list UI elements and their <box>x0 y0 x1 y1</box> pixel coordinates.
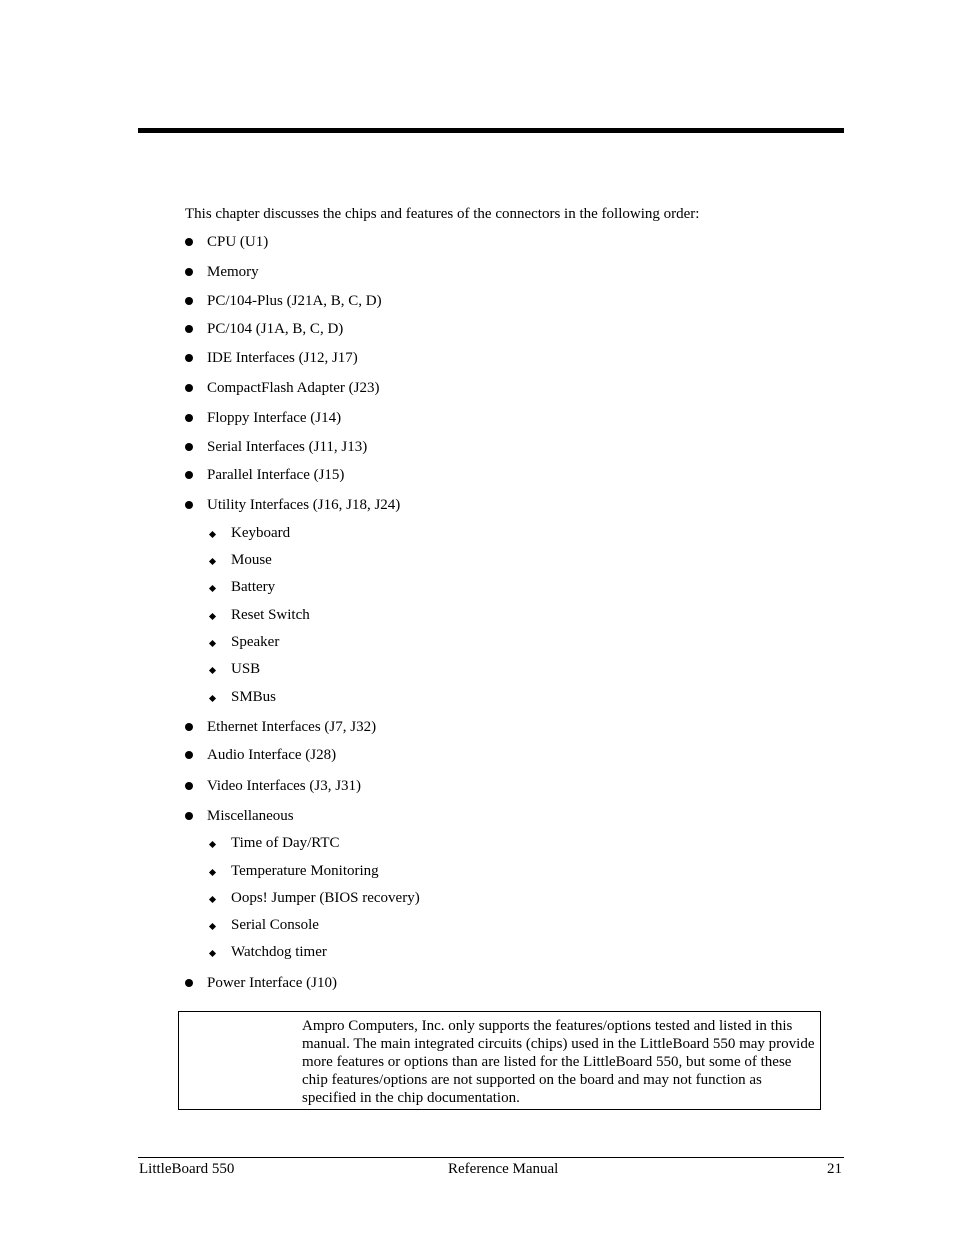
list-item-label: IDE Interfaces (J12, J17) <box>207 350 358 366</box>
list-item-label: Power Interface (J10) <box>207 975 337 991</box>
bullet-icon <box>185 325 193 333</box>
bullet-icon <box>185 501 193 509</box>
bullet-icon <box>185 238 193 246</box>
sub-list-item-label: Mouse <box>231 552 272 568</box>
diamond-bullet-icon <box>209 558 216 565</box>
list-item-label: Floppy Interface (J14) <box>207 410 342 426</box>
chapter-rule <box>138 128 844 133</box>
bullet-icon <box>185 268 193 276</box>
list-item-label: Ethernet Interfaces (J7, J32) <box>207 719 377 735</box>
sub-list-item-label: Battery <box>231 579 276 595</box>
bullet-icon <box>185 354 193 362</box>
bullet-icon <box>185 812 193 820</box>
footer-manual: Reference Manual <box>448 1161 559 1177</box>
sub-list-item-label: SMBus <box>231 689 277 705</box>
diamond-bullet-icon <box>209 923 216 930</box>
sub-list-item-label: Watchdog timer <box>231 944 327 960</box>
footer-title: LittleBoard 550 <box>139 1161 235 1177</box>
diamond-bullet-icon <box>209 613 216 620</box>
list-item-label: Memory <box>207 264 259 280</box>
sub-list-item-label: Serial Console <box>231 917 319 933</box>
list-item-label: Miscellaneous <box>207 808 294 824</box>
diamond-bullet-icon <box>209 531 216 538</box>
sub-list-item-label: USB <box>231 661 261 677</box>
diamond-bullet-icon <box>209 896 216 903</box>
list-item-label: Serial Interfaces (J11, J13) <box>207 439 368 455</box>
list-item-label: Utility Interfaces (J16, J18, J24) <box>207 497 401 513</box>
diamond-bullet-icon <box>209 585 216 592</box>
bullet-icon <box>185 297 193 305</box>
bullet-icon <box>185 384 193 392</box>
bullet-icon <box>185 751 193 759</box>
intro-paragraph: This chapter discusses the chips and features of the connectors in the following order: <box>185 206 700 222</box>
diamond-bullet-icon <box>209 667 216 674</box>
list-item-label: PC/104 (J1A, B, C, D) <box>207 321 344 337</box>
list-item-label: CompactFlash Adapter (J23) <box>207 380 380 396</box>
bullet-icon <box>185 723 193 731</box>
bullet-icon <box>185 443 193 451</box>
footer-rule <box>138 1157 844 1158</box>
note-box <box>178 1011 821 1110</box>
diamond-bullet-icon <box>209 841 216 848</box>
page-number: 21 <box>827 1161 842 1177</box>
bullet-icon <box>185 782 193 790</box>
bullet-icon <box>185 471 193 479</box>
bullet-icon <box>185 979 193 987</box>
sub-list-item-label: Speaker <box>231 634 280 650</box>
list-item-label: Audio Interface (J28) <box>207 747 337 763</box>
sub-list-item-label: Temperature Monitoring <box>231 863 379 879</box>
sub-list-item-label: Time of Day/RTC <box>231 835 340 851</box>
bullet-icon <box>185 414 193 422</box>
note-text: Ampro Computers, Inc. only supports the features/options tested and listed in this manual. The main integrated circuits (chips) used in the LittleBoard 550 may provide more features or options than are listed for the LittleBoard 550, but some of these chip features/options are not supported on the board and may not function as specified in the chip documentation. <box>302 1018 815 1106</box>
sub-list-item-label: Oops! Jumper (BIOS recovery) <box>231 890 420 906</box>
diamond-bullet-icon <box>209 640 216 647</box>
list-item-label: PC/104-Plus (J21A, B, C, D) <box>207 293 382 309</box>
sub-list-item-label: Keyboard <box>231 525 291 541</box>
diamond-bullet-icon <box>209 950 216 957</box>
diamond-bullet-icon <box>209 695 216 702</box>
sub-list-item-label: Reset Switch <box>231 607 310 623</box>
diamond-bullet-icon <box>209 869 216 876</box>
list-item-label: Video Interfaces (J3, J31) <box>207 778 362 794</box>
list-item-label: Parallel Interface (J15) <box>207 467 345 483</box>
list-item-label: CPU (U1) <box>207 234 269 250</box>
